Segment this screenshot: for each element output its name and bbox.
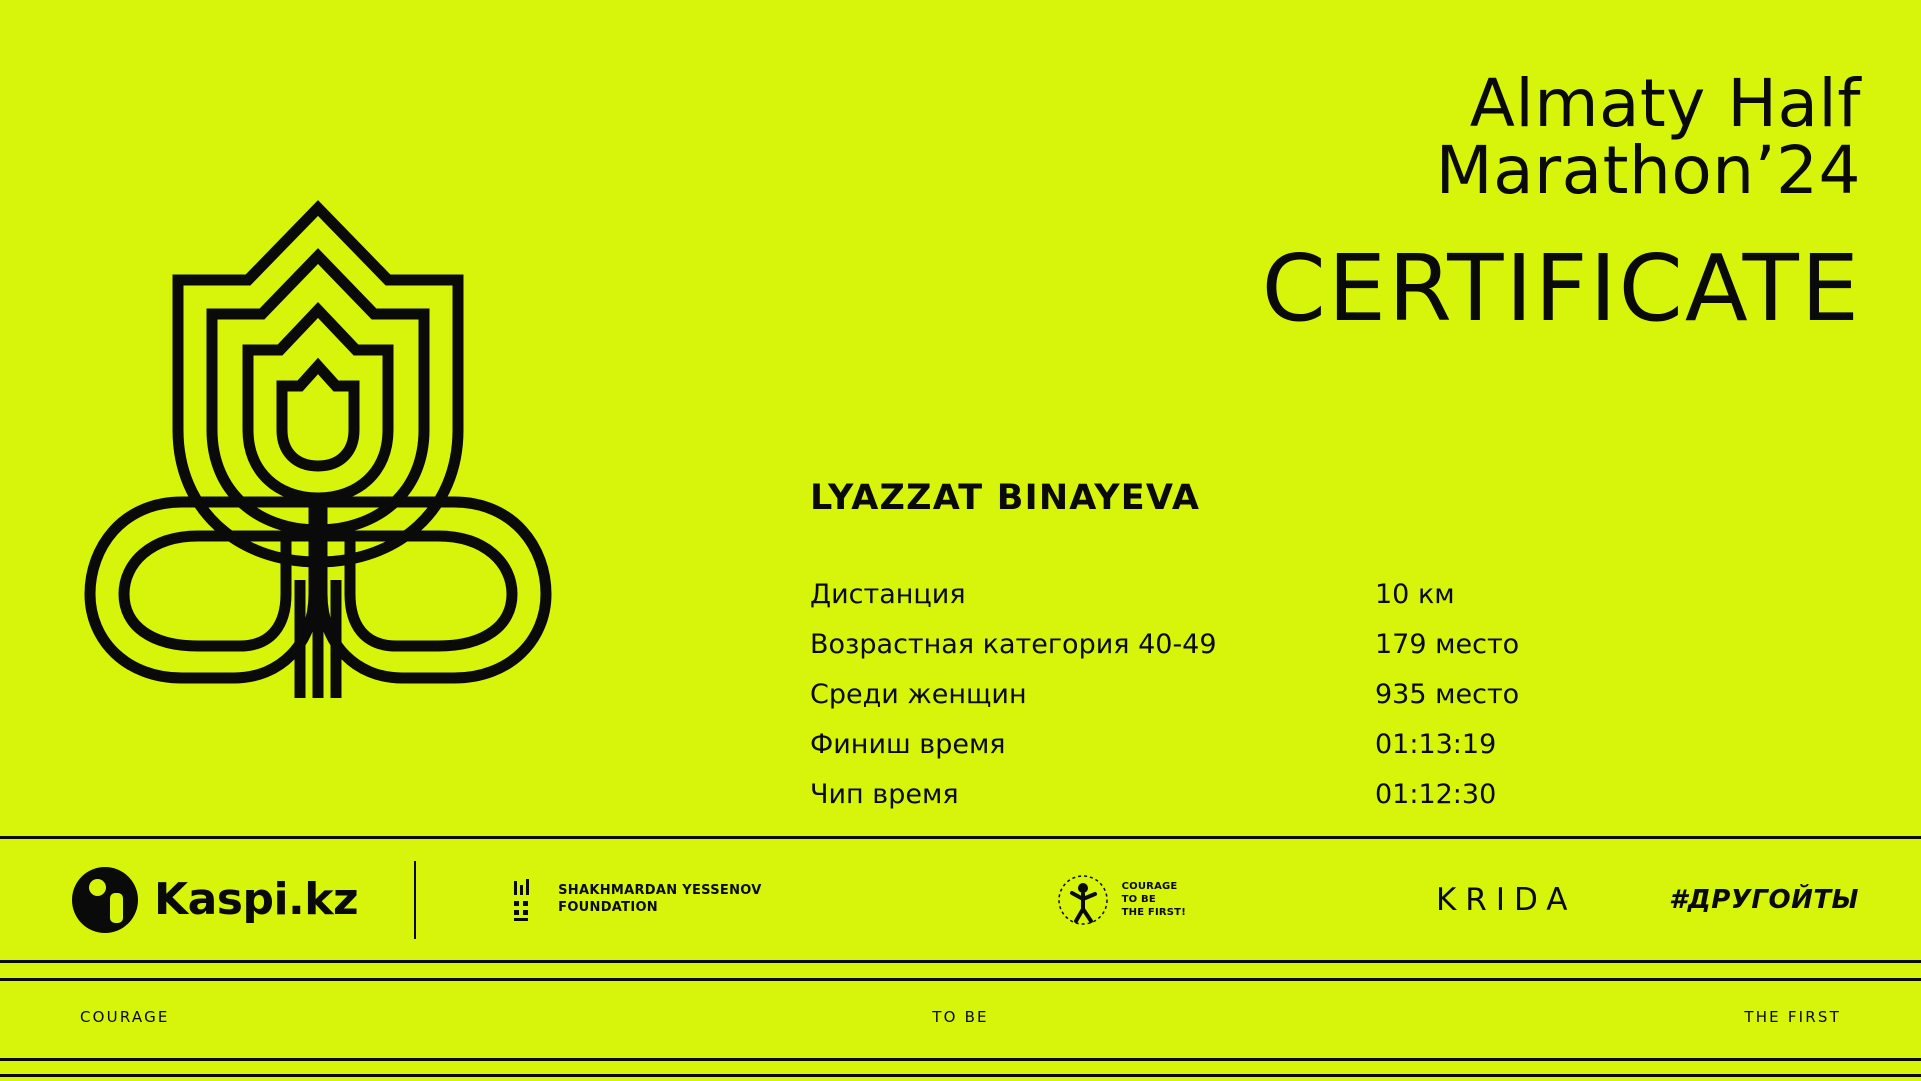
result-value: 179 место	[1375, 629, 1520, 660]
yessenov-label	[558, 883, 761, 916]
sponsor-yessenov	[512, 879, 761, 921]
corporate-fund-line1: COURAGE	[1121, 881, 1178, 892]
kaspi-label: Kaspi.kz	[154, 874, 359, 925]
results-table	[810, 570, 1760, 820]
result-row	[810, 570, 1760, 620]
sponsor-divider	[414, 861, 416, 939]
result-row	[810, 620, 1760, 670]
result-label: Чип время	[810, 779, 959, 810]
sponsor-corporate-fund	[1052, 869, 1186, 931]
event-title-line1: Almaty Half	[1469, 65, 1861, 142]
yessenov-logo-icon	[512, 879, 546, 921]
result-value: 01:13:19	[1375, 729, 1497, 760]
result-row	[810, 720, 1760, 770]
tulip-logo-icon	[60, 150, 580, 710]
result-label: Дистанция	[810, 579, 966, 610]
tagline-left: COURAGE	[80, 1008, 170, 1026]
corporate-fund-line2: TO BE	[1121, 894, 1156, 905]
tagline-middle: TO BE	[932, 1008, 989, 1026]
result-row	[810, 770, 1760, 820]
event-title	[761, 65, 1861, 210]
result-value: 10 км	[1375, 579, 1455, 610]
result-label: Финиш время	[810, 729, 1006, 760]
athlete-name: LYAZZAT BINAYEVA	[810, 478, 1201, 518]
corporate-fund-logo-icon	[1052, 869, 1114, 931]
sponsor-kaspi	[72, 867, 358, 933]
tagline-right: THE FIRST	[1744, 1008, 1841, 1026]
corporate-fund-label	[1122, 880, 1186, 919]
result-row	[810, 670, 1760, 720]
yessenov-label-line1: SHAKHMARDAN YESSENOV	[558, 883, 762, 899]
divider-line-footer	[0, 1074, 1921, 1077]
result-value: 01:12:30	[1375, 779, 1497, 810]
event-title-line2: Marathon’24	[1435, 132, 1861, 210]
divider-line-sponsors-bottom	[0, 960, 1921, 963]
divider-line-tagline-bottom	[0, 1058, 1921, 1061]
yessenov-label-line2: FOUNDATION	[558, 899, 658, 915]
footer-tagline	[0, 1008, 1921, 1026]
corporate-fund-line3: THE FIRST!	[1121, 907, 1186, 918]
sponsor-krida-label: KRIDA	[1435, 881, 1577, 918]
document-type-title: CERTIFICATE	[1261, 234, 1861, 342]
result-label: Среди женщин	[810, 679, 1027, 710]
result-value: 935 место	[1375, 679, 1520, 710]
kaspi-logo-icon	[72, 867, 138, 933]
divider-line-tagline-top	[0, 978, 1921, 981]
sponsor-drugoity-label: #ДРУГОЙТЫ	[1669, 884, 1859, 915]
certificate-heading	[761, 65, 1861, 342]
result-label: Возрастная категория 40-49	[810, 629, 1217, 660]
sponsor-bar	[0, 839, 1921, 960]
